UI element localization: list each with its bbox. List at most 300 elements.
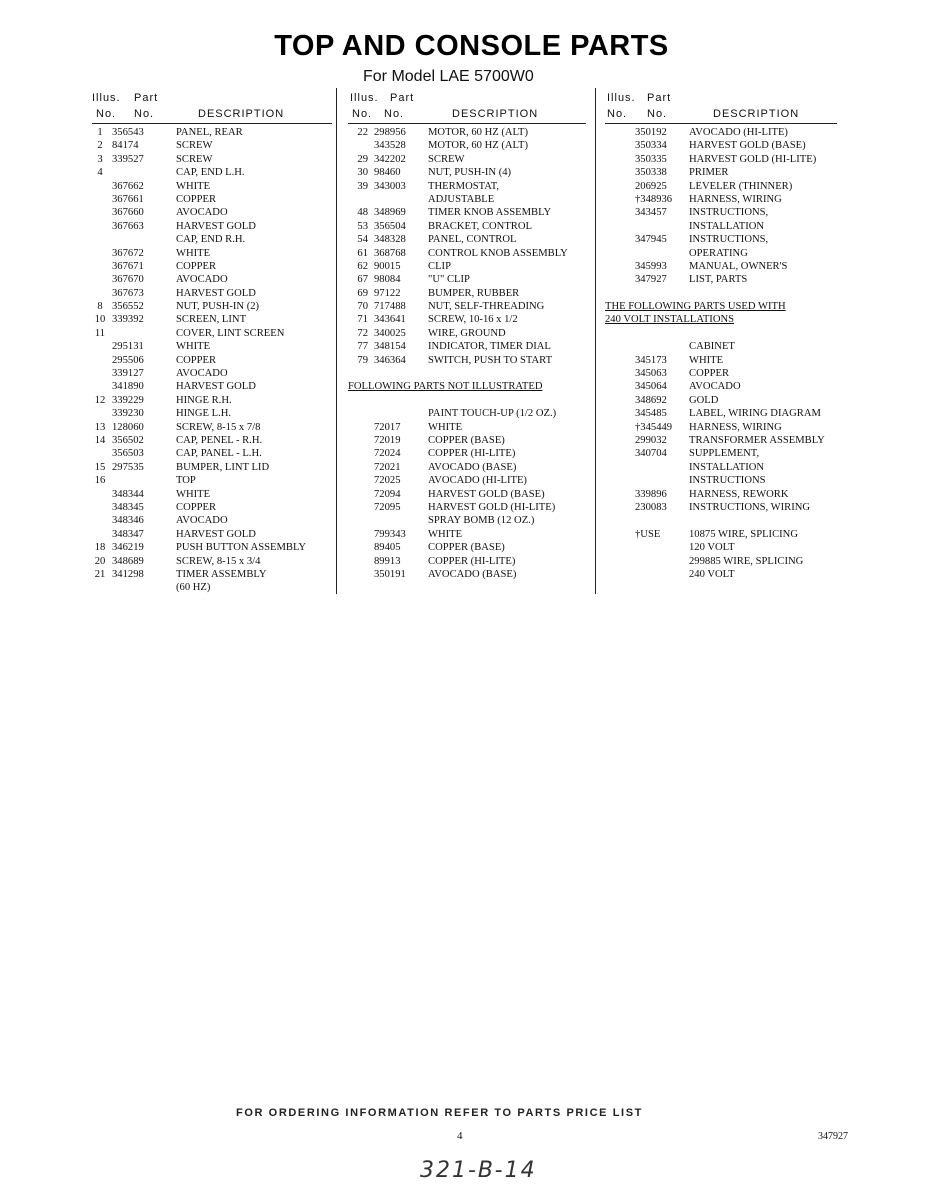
part-row — [92, 394, 332, 407]
part-description: WIRE, GROUND — [428, 327, 506, 339]
part-description: SWITCH, PUSH TO START — [428, 354, 553, 366]
part-description: WHITE — [176, 488, 211, 500]
part-number: †345449 — [635, 421, 673, 433]
part-description: AVOCADO (BASE) — [428, 461, 517, 473]
part-row — [348, 206, 586, 219]
part-row — [348, 568, 586, 581]
page-number: 4 — [457, 1130, 463, 1142]
part-description: OPERATING — [689, 247, 748, 259]
part-row — [92, 180, 332, 193]
part-number: 356503 — [112, 448, 144, 460]
column-header — [348, 90, 586, 126]
illus-number: 70 — [357, 301, 368, 313]
part-row — [348, 166, 586, 179]
part-description: SCREW — [176, 140, 213, 152]
handwritten-note: 321-B-14 — [420, 1158, 537, 1183]
part-description: CAP, PANEL - L.H. — [176, 448, 262, 460]
part-row — [92, 541, 332, 554]
part-description: CABINET — [689, 341, 735, 353]
parts-list — [605, 126, 837, 581]
part-number: 89913 — [374, 555, 401, 567]
part-number: 367663 — [112, 220, 144, 232]
part-row — [605, 380, 837, 393]
part-description: HINGE R.H. — [176, 394, 232, 406]
illus-number: 21 — [94, 568, 106, 580]
no-right-label: No. — [647, 108, 668, 120]
illus-number: 61 — [357, 247, 368, 259]
part-number: 345173 — [635, 354, 667, 366]
part-row — [605, 313, 837, 326]
column-divider — [595, 88, 596, 594]
part-number: 346364 — [374, 354, 406, 366]
part-description: PANEL, REAR — [176, 127, 243, 138]
part-row — [605, 541, 837, 554]
part-number: 347945 — [635, 234, 667, 246]
part-row — [605, 260, 837, 273]
part-description: HINGE L.H. — [176, 408, 232, 420]
part-row — [92, 247, 332, 260]
part-number: 98460 — [374, 167, 401, 179]
part-row — [348, 421, 586, 434]
no-left-label: No. — [607, 108, 628, 120]
part-row — [92, 367, 332, 380]
illus-number: 62 — [357, 260, 368, 272]
part-description: NUT, PUSH-IN (2) — [176, 301, 260, 313]
part-row — [605, 193, 837, 206]
part-description: COPPER (BASE) — [428, 434, 505, 446]
part-row — [605, 434, 837, 447]
illus-number: 29 — [357, 153, 368, 165]
part-description: TOP — [176, 475, 196, 487]
part-row — [348, 260, 586, 273]
part-row — [605, 488, 837, 501]
part-description: WHITE — [176, 180, 211, 192]
part-number: 346219 — [112, 542, 144, 554]
description-label: DESCRIPTION — [198, 108, 285, 120]
part-number: 72019 — [374, 434, 401, 446]
part-row — [348, 193, 586, 206]
illus-number: 13 — [94, 421, 106, 433]
part-number: 339896 — [635, 488, 667, 500]
part-number: 347927 — [635, 274, 667, 286]
part-number: 799343 — [374, 528, 406, 540]
part-number: 72017 — [374, 421, 401, 433]
part-row — [92, 354, 332, 367]
part-row — [92, 380, 332, 393]
part-description: AVOCADO — [176, 368, 228, 380]
part-row — [348, 287, 586, 300]
part-number: 342202 — [374, 153, 406, 165]
part-description: BUMPER, LINT LID — [176, 461, 270, 473]
part-row — [92, 514, 332, 527]
part-description: COPPER — [689, 368, 730, 380]
part-row — [605, 247, 837, 260]
part-description: 240 VOLT — [689, 568, 735, 580]
part-number: 350334 — [635, 140, 667, 152]
part-row — [605, 461, 837, 474]
part-description: THERMOSTAT, — [428, 180, 500, 192]
part-row — [92, 568, 332, 581]
parts-column-3 — [605, 90, 837, 581]
illus-number: 79 — [357, 354, 368, 366]
part-description: PAINT TOUCH-UP (1/2 OZ.) — [428, 408, 557, 420]
part-description: WHITE — [428, 421, 463, 433]
part-row — [348, 501, 586, 514]
part-row — [92, 434, 332, 447]
part-number: 343003 — [374, 180, 406, 192]
page-title: TOP AND CONSOLE PARTS — [274, 30, 669, 62]
part-row — [92, 273, 332, 286]
part-row — [348, 528, 586, 541]
document-code: 347927 — [818, 1131, 848, 1142]
part-row — [348, 394, 586, 407]
part-row — [92, 421, 332, 434]
part-number: 343641 — [374, 314, 406, 326]
part-description: "U" CLIP — [428, 274, 470, 286]
description-label: DESCRIPTION — [713, 108, 800, 120]
part-row — [348, 555, 586, 568]
part-row — [348, 327, 586, 340]
part-row — [92, 260, 332, 273]
part-label: Part — [390, 92, 415, 104]
part-description: BRACKET, CONTROL — [428, 220, 532, 232]
part-number: 367661 — [112, 193, 144, 205]
part-number: 339229 — [112, 394, 144, 406]
part-row — [605, 394, 837, 407]
part-number: 299032 — [635, 434, 667, 446]
part-description: LEVELER (THINNER) — [689, 180, 793, 192]
part-number: 350338 — [635, 167, 667, 179]
part-number: †USE — [635, 528, 661, 540]
part-number: 90015 — [374, 260, 401, 272]
illus-number: 1 — [97, 127, 103, 138]
part-description: 299885 WIRE, SPLICING — [689, 555, 804, 567]
column-header — [92, 90, 332, 126]
part-number: 340704 — [635, 448, 667, 460]
illus-label: Illus. — [92, 92, 121, 104]
part-number: 72024 — [374, 448, 401, 460]
part-description: WHITE — [689, 354, 724, 366]
part-number: 72021 — [374, 461, 401, 473]
part-number: 348347 — [112, 528, 144, 540]
illus-number: 48 — [357, 207, 368, 219]
illus-number: 77 — [357, 341, 368, 353]
part-description: CONTROL KNOB ASSEMBLY — [428, 247, 568, 259]
part-row — [348, 407, 586, 420]
part-number: 89405 — [374, 542, 401, 554]
illus-number: 14 — [94, 434, 106, 446]
parts-column-2 — [348, 90, 586, 581]
illus-number: 18 — [94, 542, 106, 554]
part-description: HARVEST GOLD (BASE) — [689, 140, 806, 152]
part-row — [92, 220, 332, 233]
part-description: HARVEST GOLD — [176, 381, 256, 393]
part-description: SCREW, 8-15 x 7/8 — [176, 421, 261, 433]
part-description: PRIMER — [689, 167, 729, 179]
illus-number: 15 — [94, 461, 106, 473]
part-row — [605, 166, 837, 179]
part-number: 84174 — [112, 140, 139, 152]
part-description: INSTALLATION — [689, 461, 765, 473]
part-row — [348, 447, 586, 460]
part-row — [92, 528, 332, 541]
part-row — [348, 247, 586, 260]
part-description: SCREW — [428, 153, 465, 165]
part-row — [92, 313, 332, 326]
part-number: 367662 — [112, 180, 144, 192]
part-description: MOTOR, 60 HZ (ALT) — [428, 127, 529, 138]
header-rule — [348, 123, 586, 124]
part-row — [92, 340, 332, 353]
part-row — [605, 501, 837, 514]
part-description: INSTRUCTIONS, — [689, 207, 769, 219]
part-row — [92, 501, 332, 514]
illus-number: 20 — [94, 555, 106, 567]
illus-number: 39 — [357, 180, 368, 192]
part-row — [605, 528, 837, 541]
part-description: WHITE — [176, 341, 211, 353]
part-description: LABEL, WIRING DIAGRAM — [689, 408, 821, 420]
part-description: CLIP — [428, 260, 451, 272]
ordering-footer: FOR ORDERING INFORMATION REFER TO PARTS PRICE LIST — [236, 1107, 643, 1119]
part-description: SPRAY BOMB (12 OZ.) — [428, 515, 535, 527]
part-number: 348344 — [112, 488, 144, 500]
part-description: AVOCADO (BASE) — [428, 568, 517, 580]
part-number: 367670 — [112, 274, 144, 286]
part-number: 72094 — [374, 488, 401, 500]
parts-list — [348, 126, 586, 581]
illus-number: 30 — [357, 167, 368, 179]
illus-number: 3 — [97, 153, 103, 165]
part-number: 295506 — [112, 354, 144, 366]
part-row — [92, 153, 332, 166]
part-row — [92, 327, 332, 340]
illus-number: 69 — [357, 287, 368, 299]
part-row — [348, 139, 586, 152]
part-number: 356502 — [112, 434, 144, 446]
part-row — [605, 340, 837, 353]
part-description: INDICATOR, TIMER DIAL — [428, 341, 551, 353]
part-row — [92, 461, 332, 474]
part-description: NUT, PUSH-IN (4) — [428, 167, 512, 179]
part-row — [605, 180, 837, 193]
no-right-label: No. — [134, 108, 155, 120]
part-description: MOTOR, 60 HZ (ALT) — [428, 140, 529, 152]
part-description: MANUAL, OWNER'S — [689, 260, 788, 272]
part-row — [348, 300, 586, 313]
part-description: AVOCADO — [176, 515, 228, 527]
part-number: 297535 — [112, 461, 144, 473]
illus-number: 12 — [94, 394, 106, 406]
illus-number: 71 — [357, 314, 368, 326]
part-description: AVOCADO — [176, 207, 228, 219]
part-row — [348, 233, 586, 246]
part-number: 348969 — [374, 207, 406, 219]
part-number: 230083 — [635, 501, 667, 513]
part-description: TIMER ASSEMBLY — [176, 568, 267, 580]
part-number: †348936 — [635, 193, 673, 205]
illus-label: Illus. — [607, 92, 636, 104]
part-number: 340025 — [374, 327, 406, 339]
column-divider — [336, 88, 337, 594]
illus-number: 8 — [97, 301, 103, 313]
part-description: GOLD — [689, 394, 719, 406]
part-description: HARNESS, WIRING — [689, 193, 782, 205]
part-description: COPPER — [176, 501, 217, 513]
part-row — [605, 514, 837, 527]
part-description: (60 HZ) — [176, 582, 211, 594]
part-number: 343528 — [374, 140, 406, 152]
part-number: 339527 — [112, 153, 144, 165]
illus-label: Illus. — [350, 92, 379, 104]
illus-number: 11 — [94, 327, 106, 339]
part-label: Part — [647, 92, 672, 104]
part-row — [605, 354, 837, 367]
part-number: 350192 — [635, 127, 667, 138]
part-description: COPPER — [176, 193, 217, 205]
part-row — [348, 380, 586, 393]
column-header — [605, 90, 837, 126]
part-row — [348, 514, 586, 527]
part-description: HARNESS, WIRING — [689, 421, 782, 433]
part-row — [605, 273, 837, 286]
part-number: 350191 — [374, 568, 406, 580]
part-number: 341298 — [112, 568, 144, 580]
model-subtitle: For Model LAE 5700W0 — [363, 68, 534, 85]
part-row — [348, 367, 586, 380]
part-number: 345993 — [635, 260, 667, 272]
part-description: 10875 WIRE, SPLICING — [689, 528, 798, 540]
no-left-label: No. — [96, 108, 117, 120]
part-number: 367671 — [112, 260, 144, 272]
part-row — [348, 273, 586, 286]
part-row — [348, 180, 586, 193]
part-row — [92, 193, 332, 206]
no-right-label: No. — [384, 108, 405, 120]
part-description: HARVEST GOLD (BASE) — [428, 488, 545, 500]
part-row — [605, 367, 837, 380]
part-row — [348, 313, 586, 326]
part-row — [605, 555, 837, 568]
part-number: 345485 — [635, 408, 667, 420]
part-description: COVER, LINT SCREEN — [176, 327, 285, 339]
part-description: INSTRUCTIONS, — [689, 234, 769, 246]
part-row — [605, 300, 837, 313]
part-description: AVOCADO (HI-LITE) — [428, 475, 527, 487]
part-description: LIST, PARTS — [689, 274, 748, 286]
description-label: DESCRIPTION — [452, 108, 539, 120]
part-row — [348, 541, 586, 554]
part-row — [348, 434, 586, 447]
part-row — [605, 220, 837, 233]
part-row — [605, 327, 837, 340]
part-number: 367673 — [112, 287, 144, 299]
illus-number: 4 — [97, 167, 103, 179]
part-number: 339230 — [112, 408, 144, 420]
header-rule — [605, 123, 837, 124]
part-number: 298956 — [374, 127, 406, 138]
part-description: COPPER (HI-LITE) — [428, 448, 516, 460]
part-row — [348, 340, 586, 353]
part-number: 350335 — [635, 153, 667, 165]
part-number: 356504 — [374, 220, 406, 232]
part-description: HARVEST GOLD (HI-LITE) — [428, 501, 556, 513]
part-description: 120 VOLT — [689, 542, 735, 554]
part-number: 341890 — [112, 381, 144, 393]
part-row — [92, 581, 332, 594]
part-row — [92, 206, 332, 219]
part-number: 348154 — [374, 341, 406, 353]
part-number: 339392 — [112, 314, 144, 326]
illus-number: 72 — [357, 327, 368, 339]
part-description: COPPER (BASE) — [428, 542, 505, 554]
part-row — [92, 474, 332, 487]
part-number: 339127 — [112, 368, 144, 380]
part-description: CAP, END L.H. — [176, 167, 245, 179]
part-number: 343457 — [635, 207, 667, 219]
part-row — [92, 555, 332, 568]
part-label: Part — [134, 92, 159, 104]
part-description: HARVEST GOLD (HI-LITE) — [689, 153, 817, 165]
illus-number: 22 — [357, 127, 368, 138]
part-description: SCREEN, LINT — [176, 314, 247, 326]
part-number: 368768 — [374, 247, 406, 259]
part-description: TIMER KNOB ASSEMBLY — [428, 207, 552, 219]
part-description: SUPPLEMENT, — [689, 448, 760, 460]
part-description: AVOCADO — [176, 274, 228, 286]
part-row — [348, 354, 586, 367]
part-description: AVOCADO (HI-LITE) — [689, 127, 788, 138]
part-row — [92, 447, 332, 460]
parts-column-1 — [92, 90, 332, 595]
part-number: 348346 — [112, 515, 144, 527]
part-description: BUMPER, RUBBER — [428, 287, 520, 299]
part-row — [348, 126, 586, 139]
part-row — [92, 488, 332, 501]
part-description: COPPER — [176, 354, 217, 366]
part-row — [605, 206, 837, 219]
part-description: PANEL, CONTROL — [428, 234, 517, 246]
part-row — [92, 287, 332, 300]
part-row — [605, 139, 837, 152]
part-number: 348328 — [374, 234, 406, 246]
part-description: INSTRUCTIONS, WIRING — [689, 501, 811, 513]
part-description: INSTRUCTIONS — [689, 475, 766, 487]
illus-number: 54 — [357, 234, 368, 246]
part-description: SCREW, 8-15 x 3/4 — [176, 555, 261, 567]
illus-number: 2 — [97, 140, 103, 152]
part-number: 295131 — [112, 341, 144, 353]
part-description: HARVEST GOLD — [176, 287, 256, 299]
part-number: 367660 — [112, 207, 144, 219]
part-number: 356552 — [112, 301, 144, 313]
part-number: 128060 — [112, 421, 144, 433]
part-description: HARVEST GOLD — [176, 528, 256, 540]
part-description: WHITE — [428, 528, 463, 540]
part-description: HARVEST GOLD — [176, 220, 256, 232]
part-number: 367672 — [112, 247, 144, 259]
part-number: 717488 — [374, 301, 406, 313]
part-row — [605, 407, 837, 420]
part-row — [92, 126, 332, 139]
part-row — [605, 153, 837, 166]
part-description: PUSH BUTTON ASSEMBLY — [176, 542, 307, 554]
section-heading: THE FOLLOWING PARTS USED WITH — [605, 301, 786, 313]
part-number: 72095 — [374, 501, 401, 513]
illus-number: 10 — [94, 314, 106, 326]
part-row — [605, 126, 837, 139]
part-description: SCREW — [176, 153, 213, 165]
